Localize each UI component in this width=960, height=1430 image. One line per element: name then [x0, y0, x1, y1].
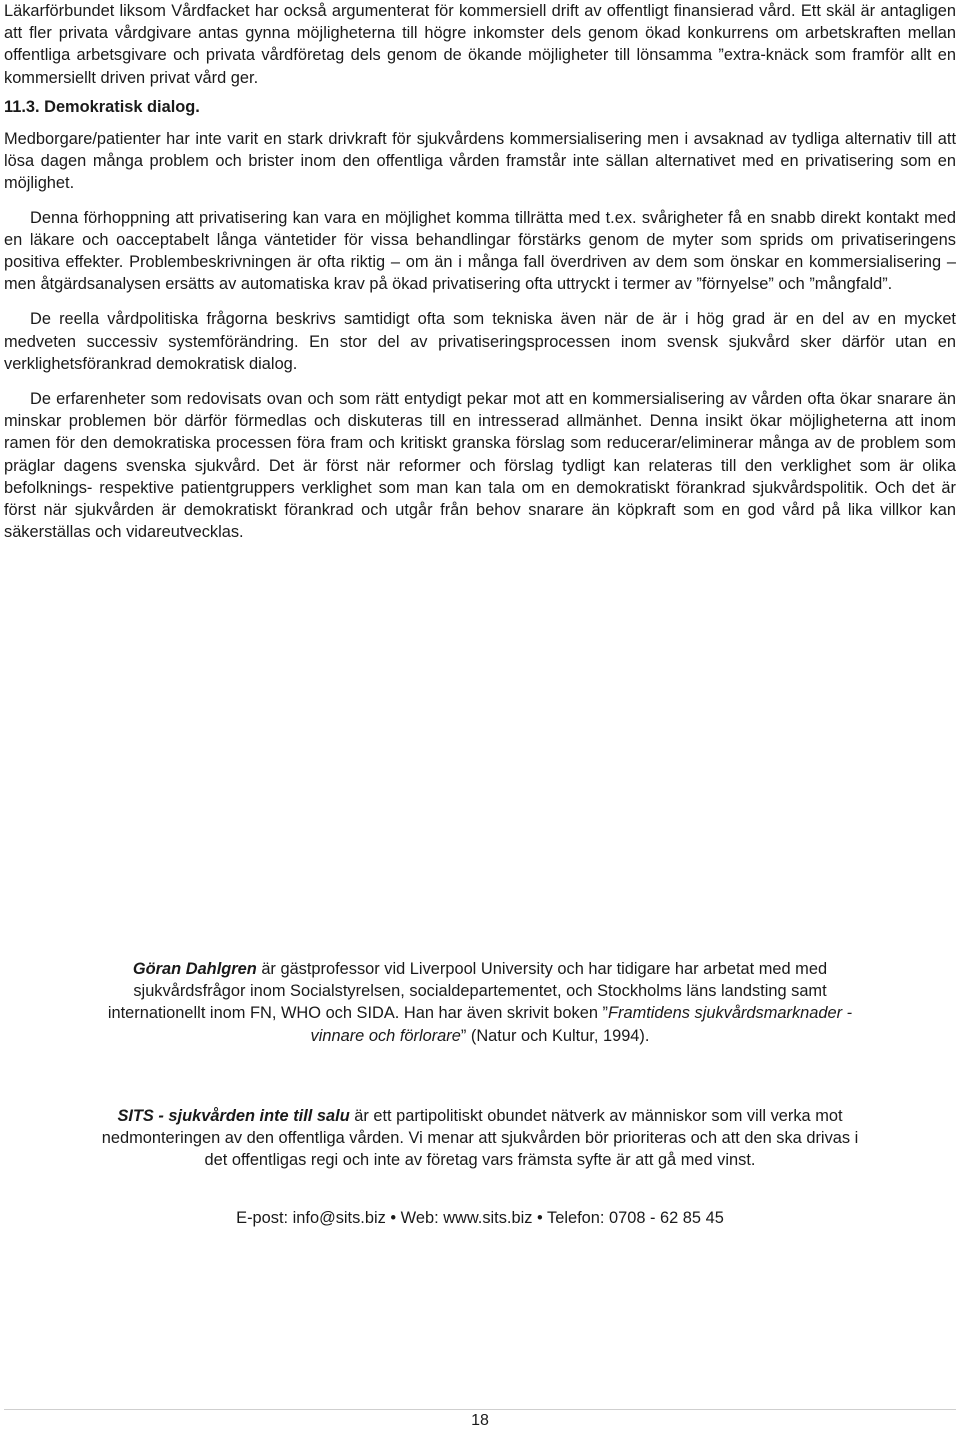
org-name: SITS - sjukvården inte till salu	[117, 1107, 350, 1125]
paragraph-experiences: De erfarenheter som redovisats ovan och som rätt entydigt pekar mot att en kommersialisering av vården ofta ökar snarare än minskar problemen bör därför förmedlas och diskuteras till en intresserad allmänhet. Denna insikt ökar möjligheterna att inom ramen för den demokratiska processen föra fram och kritiskt granska förslag som reducerar/eliminerar många av de problem som präglar dagens svenska sjukvård. Det är först när reformer och förslag tydligt kan relateras till den verklighet som är olika befolknings- respektive patientgruppers verklighet som man kan tala om en demokratiskt förankrad sjukvårdspolitik. Och det är först när sjukvården är demokratiskt förankrad och utgår från behov snarare än köpkraft som en god vård på lika villkor kan säkerställas och vidareutvecklas.	[4, 390, 956, 542]
author-bio-publisher: ” (Natur och Kultur, 1994).	[460, 1026, 650, 1045]
email-label: E-post:	[236, 1209, 293, 1227]
author-bio-text: är gästprofessor vid Liverpool University och har tidigare har arbetat med med sjukvårdsfrågor inom Socialstyrelsen, socialdepartementet, och Stockholms läns landsting samt internationellt inom FN, WHO och SIDA. Han har även skrivit boken ”	[107, 960, 828, 1023]
author-name: Göran Dahlgren	[132, 960, 257, 978]
paragraph-hope: Denna förhoppning att privatisering kan vara en möjlighet komma tillrätta med t.ex. svårigheter få en snabb direkt kontakt med en läkare och oacceptabelt långa väntetider för vissa behandlingar förstärks genom de myter som sprids om privatiseringens positiva effekter. Problembeskrivningen är ofta riktig – om än i många fall överdriven av dem som önskar en kommersialisering – men åtgärdsanalysen ersätts av automatiska krav på ökad privatisering ofta uttryckt i termer av ”förnyelse” och ”mångfald”.	[4, 208, 956, 294]
web-link[interactable]: www.sits.biz	[443, 1209, 533, 1227]
section-heading: 11.3. Demokratisk dialog.	[4, 97, 200, 116]
paragraph-citizens: Medborgare/patienter har inte varit en stark drivkraft för sjukvårdens kommersialisering men i avsaknad av tydliga alternativ till att lösa dagen många problem och brister inom den offentliga vården framstår inte sällan alternativet med en privatisering som en möjlighet.	[4, 130, 956, 193]
phone-label: Telefon:	[547, 1209, 609, 1227]
page-number: 18	[471, 1412, 489, 1429]
contact-line	[98, 1207, 862, 1229]
paragraph-political-issues: De reella vårdpolitiska frågorna beskrivs samtidigt ofta som tekniska även när de är i hög grad är en del av en mycket medveten successiv systemförändring. En stor del av privatiseringsprocessen inom svensk sjukvård sker därför utan en verklighetsförankrad demokratisk dialog.	[4, 310, 956, 373]
org-description-text: är ett partipolitiskt obundet nätverk av människor som vill verka mot nedmonteringen av den offentliga vården. Vi menar att sjukvården bör prioriteras och att den ska drivas i det offentligas regi och inte av företag vars främsta syfte är att gå med vinst.	[101, 1107, 859, 1170]
phone-number: 0708 - 62 85 45	[608, 1209, 724, 1227]
bullet-separator: •	[532, 1209, 548, 1227]
bullet-separator: •	[385, 1209, 401, 1227]
main-text-block	[4, 0, 956, 543]
email-link[interactable]: info@sits.biz	[292, 1209, 386, 1227]
author-bio	[98, 958, 862, 1047]
paragraph-intro: Läkarförbundet liksom Vårdfacket har också argumenterat för kommersiell drift av offentligt finansierad vård. Ett skäl är antagligen att fler privata vårdgivare antas gynna möjligheterna till högre inkomster dels genom ökad konkurrens om arbetskraften mellan offentliga arbetsgivare och privata vårdföretag dels genom de ökande möjligheter till lönsamma ”extra-knäck som framför allt en kommersiellt driven privat vård ger.	[4, 2, 956, 87]
web-label: Web:	[400, 1209, 444, 1227]
org-description	[98, 1105, 862, 1172]
footer-divider	[4, 1409, 956, 1410]
book-title: Framtidens sjukvårdsmarknader - vinnare och förlorare	[310, 1004, 853, 1045]
